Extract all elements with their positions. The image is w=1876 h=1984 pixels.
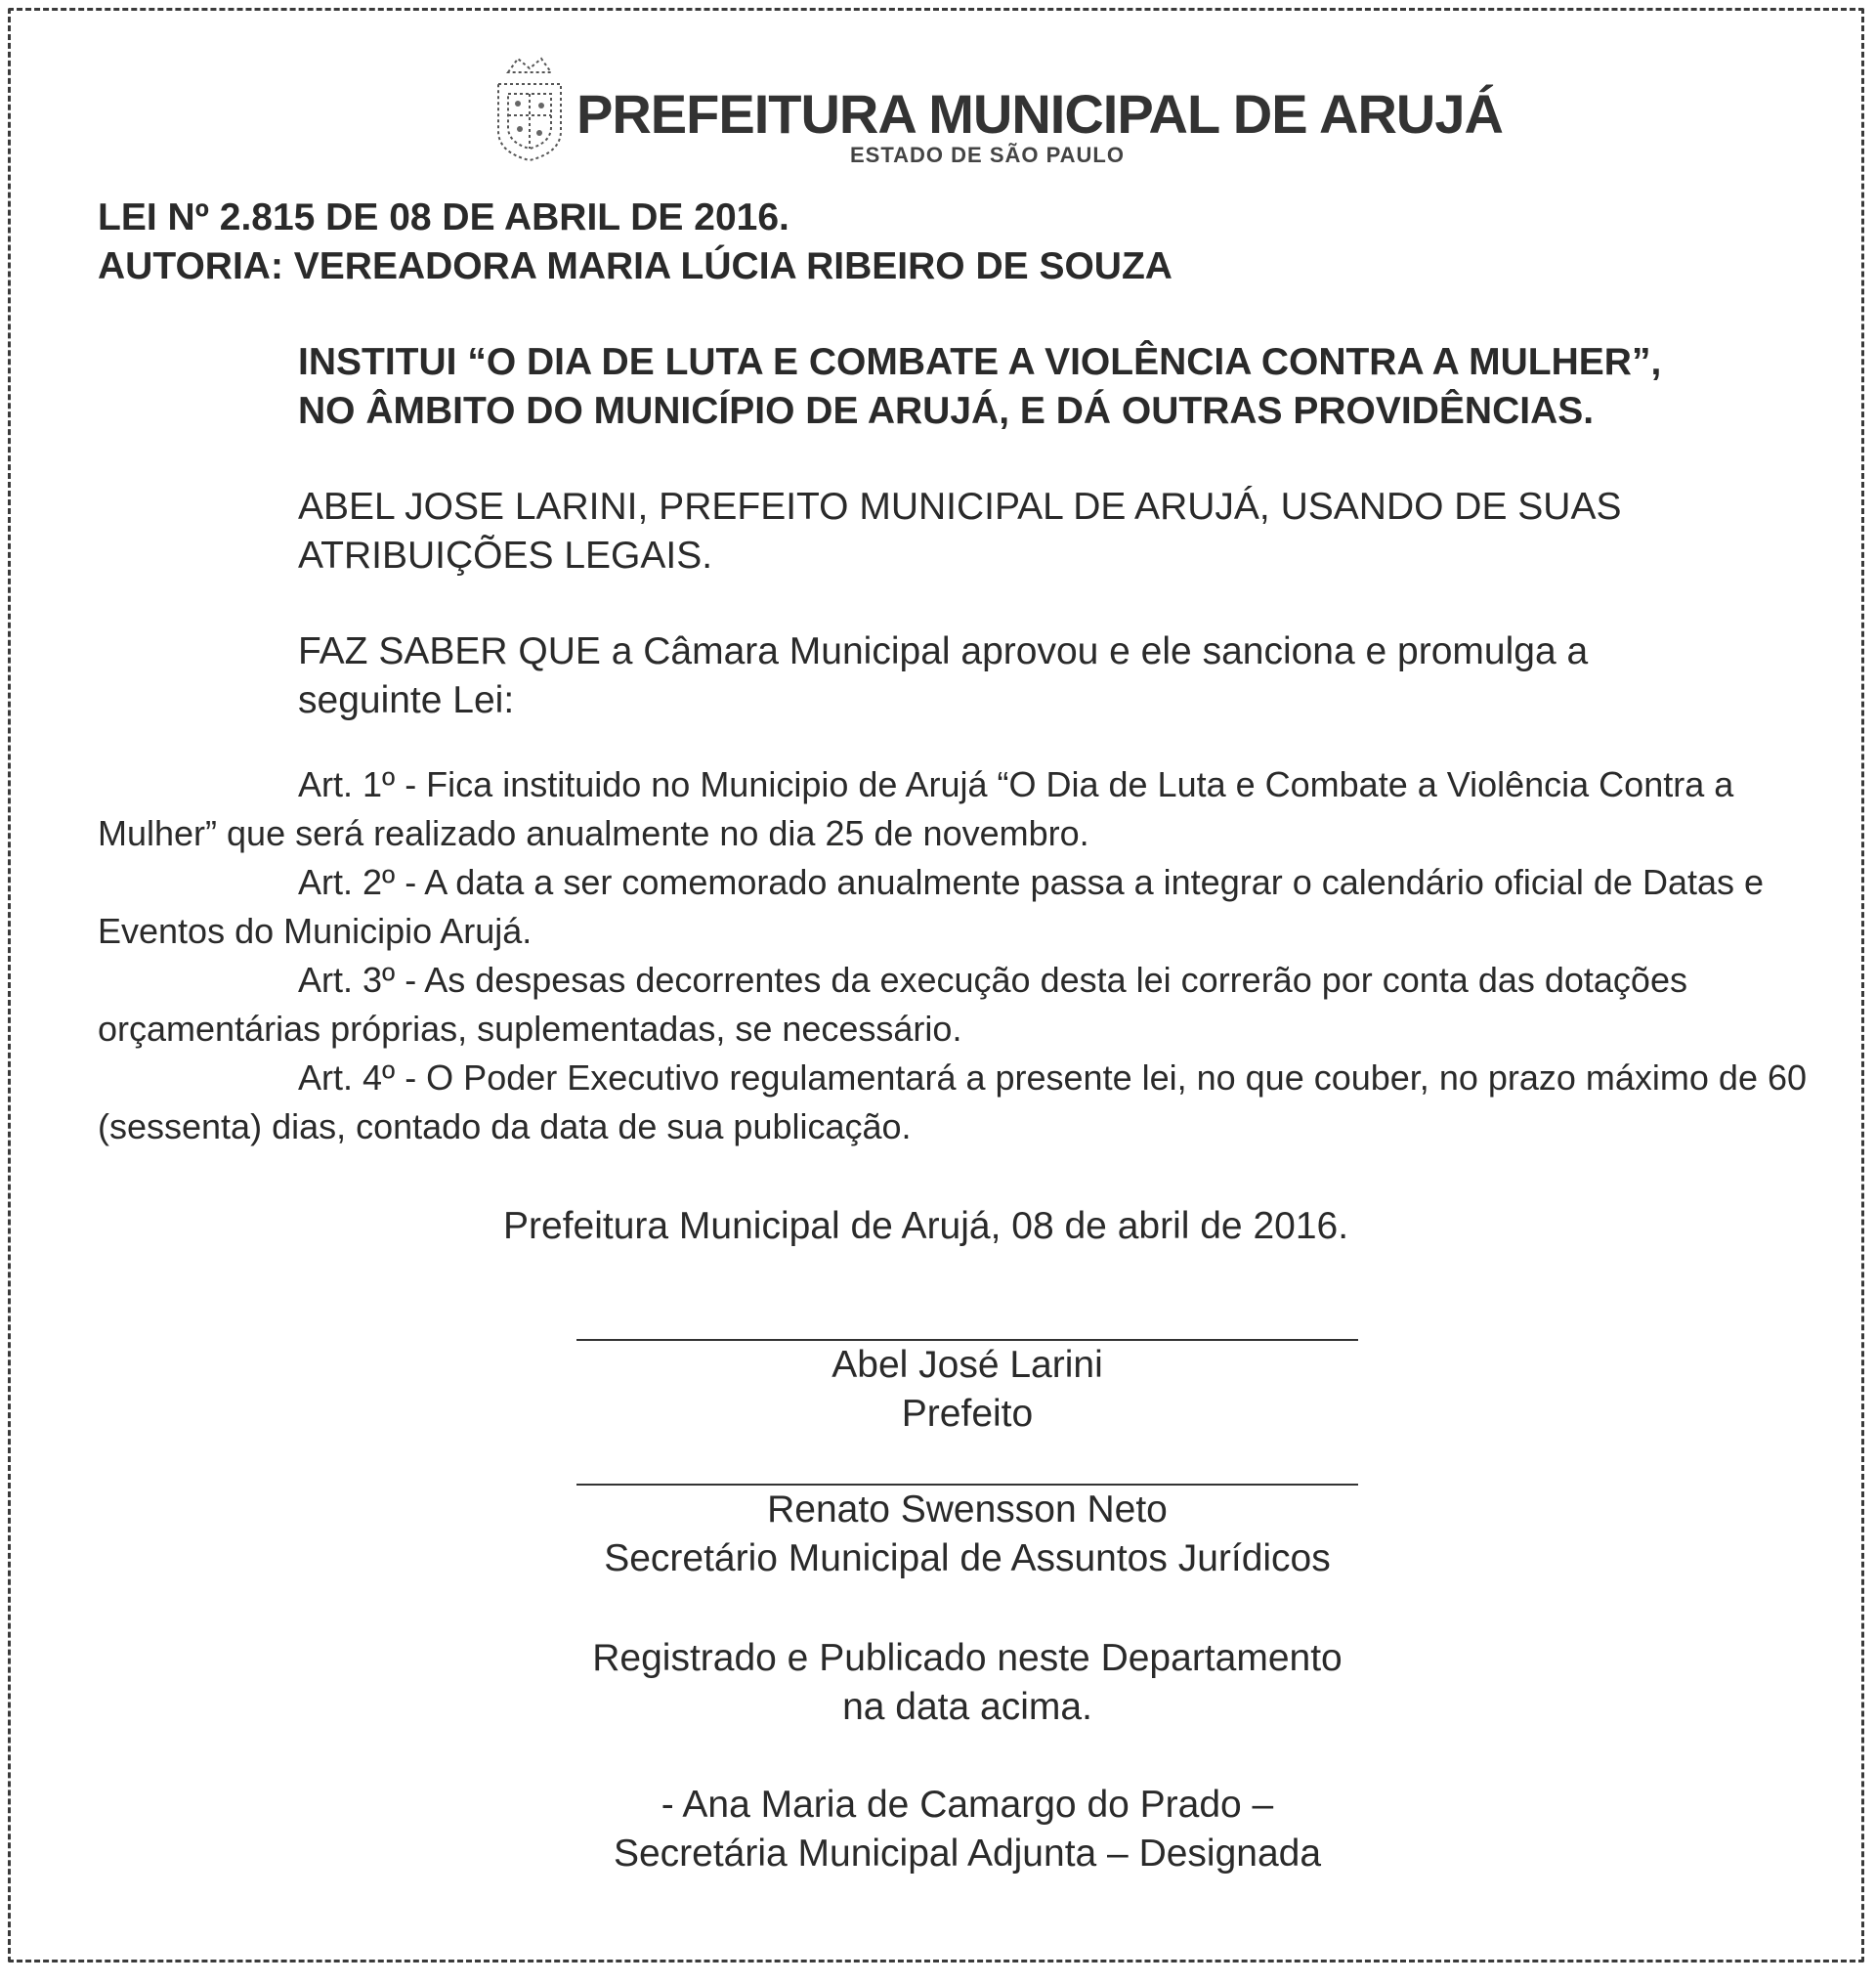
preamble-line: ABEL JOSE LARINI, PREFEITO MUNICIPAL DE ARUJÁ, USANDO DE SUAS <box>298 486 1622 528</box>
ementa-line: NO ÂMBITO DO MUNICÍPIO DE ARUJÁ, E DÁ OUTRAS PROVIDÊNCIAS. <box>298 390 1595 432</box>
signatory-name: Abel José Larini <box>831 1344 1103 1386</box>
preamble-line: ATRIBUIÇÕES LEGAIS. <box>298 535 713 577</box>
article-label: Art. 4º <box>298 1057 396 1098</box>
registration-note: na data acima. <box>842 1686 1092 1728</box>
signatory-role: Prefeito <box>901 1393 1034 1435</box>
ementa-line: INSTITUI “O DIA DE LUTA E COMBATE A VIOLÊNCIA CONTRA A MULHER”, <box>298 341 1662 383</box>
municipal-crest-icon <box>489 55 571 164</box>
signatory-role: Secretário Municipal de Assuntos Jurídicos <box>604 1537 1331 1579</box>
article-1 <box>98 760 1817 858</box>
article-3 <box>98 956 1817 1054</box>
article-4 <box>98 1054 1817 1151</box>
article-text: - A data a ser comemorado anualmente passa a integrar o calendário oficial de Datas e Eventos do Municipio Arujá. <box>98 862 1765 951</box>
article-label: Art. 2º <box>298 862 396 902</box>
article-label: Art. 1º <box>298 764 396 804</box>
article-text: - Fica instituido no Municipio de Arujá “O Dia de Luta e Combate a Violência Contra a Mulher” que será realizado anualmente no dia 25 de novembro. <box>98 764 1734 853</box>
registrar-name: - Ana Maria de Camargo do Prado – <box>661 1784 1274 1826</box>
article-label: Art. 3º <box>298 960 396 1000</box>
article-text: - As despesas decorrentes da execução desta lei correrão por conta das dotações orçamentárias próprias, suplementadas, se necessário. <box>98 960 1687 1049</box>
registrar-role: Secretária Municipal Adjunta – Designada <box>613 1833 1322 1875</box>
place-date: Prefeitura Municipal de Arujá, 08 de abril de 2016. <box>503 1205 1349 1247</box>
registration-note: Registrado e Publicado neste Departamento <box>592 1637 1343 1679</box>
state-name: ESTADO DE SÃO PAULO <box>850 143 1125 167</box>
municipality-name: PREFEITURA MUNICIPAL DE ARUJÁ <box>576 83 1503 145</box>
signatory-name: Renato Swensson Neto <box>767 1488 1168 1531</box>
law-number: LEI Nº 2.815 DE 08 DE ABRIL DE 2016. <box>98 196 789 238</box>
law-author: AUTORIA: VEREADORA MARIA LÚCIA RIBEIRO DE SOUZA <box>98 245 1172 287</box>
decree-line: seguinte Lei: <box>298 679 515 721</box>
law-document <box>98 49 1837 1878</box>
letterhead <box>98 49 1837 176</box>
decree-line: FAZ SABER QUE a Câmara Municipal aprovou e ele sanciona e promulga a <box>298 630 1589 672</box>
article-2 <box>98 858 1817 956</box>
article-text: - O Poder Executivo regulamentará a presente lei, no que couber, no prazo máximo de 60 (sessenta) dias, contado da data de sua publicação. <box>98 1057 1808 1146</box>
